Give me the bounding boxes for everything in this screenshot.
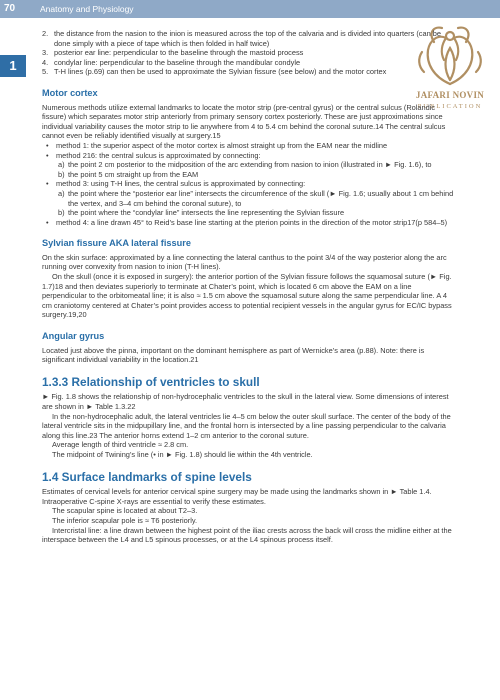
list-item: 4. condylar line: perpendicular to the baseline through the mandibular condyle [42,57,301,67]
list-item: 3. posterior ear line: perpendicular to the baseline through the mastoid process [42,48,304,58]
publisher-name: JAFARI NOVIN [415,90,485,100]
section-heading-motor-cortex: Motor cortex [42,87,98,98]
paragraph: On the skin surface: approximated by a line connecting the lateral canthus to the point 3/4 of the way posterior along the arc running over convexity from nasion to inion (T-H lines). [42,252,447,272]
running-header [0,0,500,18]
sub-item: a) the point where the “posterior ear line” intersects the circumference of the skull (► Fig. 1.6; usually about 1 cm behind the vertex, and 3–4 cm behind the coronal suture), to [58,188,454,208]
method-item: • method 3: using T-H lines, the central sulcus is approximated by connecting: a) the point where the “posterior ear line” intersects the circumference of the skull (► Fig. 1.6; usually about 1 cm behind the vertex, and 3–4 cm behind the coronal suture), to b) the point where the “condylar line” intersects the line representing the Sylvian fissure [46,179,454,218]
paragraph: Average length of third ventricle ≈ 2.8 cm. [52,440,189,450]
paragraph: In the non-hydrocephalic adult, the lateral ventricles lie 4–5 cm below the outer skull surface. The center of the body of the lateral ventricle sits in the midpupillary line, and the frontal horn is intersected by a line passing perpendicular to the calvaria along this line.23 The anterior horns extend 1–2 cm anterior to the coronal suture. [42,411,451,440]
paragraph: Located just above the pinna, important on the dominant hemisphere as part of Wernicke’s area (p.88). Note: there is significant individual variability in the location.21 [42,345,425,365]
method-list [42,141,454,227]
sub-item: b) the point 5 cm straight up from the EAM [58,169,199,179]
paragraph: The scapular spine is located at about T2–3. [52,506,198,516]
method-item: • method 216: the central sulcus is approximated by connecting: a) the point 2 cm posterior to the midposition of the arc extending from nasion to inion (illustrated in ► Fig. 1.6), to b) the point 5 cm straight up from the EAM [42,151,454,180]
paragraph: ► Fig. 1.8 shows the relationship of non-hydrocephalic ventricles to the skull in the lateral view. Some dimensions of interest are shown in ► Table 1.3.22 [42,392,449,411]
paragraph: Intercristal line: a line drawn between the highest point of the iliac crests across the back will cross the midline either at the interspace between the L4 and L5 spinous processes, or at the L4 spinous process itself. [42,525,452,545]
section-heading-spine: 1.4 Surface landmarks of spine levels [42,469,252,484]
paragraph: The midpoint of Twining’s line (• in ► Fig. 1.8) should lie within the 4th ventricle. [52,449,313,459]
paragraph: On the skull (once it is exposed in surgery): the anterior portion of the Sylvian fissure follows the squamosal suture (► Fig. 1.7)18 and then deviates superiorly to terminate at Chater’s point, which is located 6 cm above the EAM on a line perpendicular to the orbitomeatal line; it is also ≈ 1.5 cm above the squamosal suture along the same perpendicular line. A 4 cm craniotomy centered at Chater’s point provides access to potential recipient vessels in the angular gyrus for EC/IC bypass surgery.19,20 [42,272,452,320]
method-item: • method 4: a line drawn 45° to Reid’s base line starting at the pterion points in the direction of the motor strip17(p 584–5) [46,217,448,227]
chapter-tab: 1 [0,55,26,77]
publisher-subtitle: PUBLICATION [417,103,483,110]
list-item: 2. the distance from the nasion to the inion is measured across the top of the calvaria and is divided into quarters (can be done simply with a piece of tape which is then folded in half twice) [42,29,441,48]
landmark-list [42,29,454,77]
list-item: 5. T-H lines (p.69) can then be used to approximate the Sylvian fissure (see below) and the motor cortex [42,67,387,77]
section-heading-sylvian: Sylvian fissure AKA lateral fissure [42,238,191,249]
method-item: • method 1: the superior aspect of the motor cortex is almost straight up from the EAM near the midline [46,140,388,150]
paragraph: Estimates of cervical levels for anterior cervical spine surgery may be made using the landmarks shown in ► Table 1.4. Intraoperative C-spine X-rays are essential to verify these estimates. [42,487,432,506]
page-body [42,29,454,545]
paragraph: The inferior scapular pole is ≈ T6 posteriorly. [52,515,198,525]
sub-item: a) the point 2 cm posterior to the midposition of the arc extending from nasion to inion (illustrated in ► Fig. 1.6), to [58,160,432,170]
section-heading-ventricles: 1.3.3 Relationship of ventricles to skull [42,374,260,389]
running-title: Anatomy and Physiology [40,4,134,14]
section-heading-angular: Angular gyrus [42,331,105,342]
sub-item: b) the point where the “condylar line” intersects the line representing the Sylvian fissure [58,208,345,218]
paragraph: Numerous methods utilize external landmarks to locate the motor strip (pre-central gyrus) or the central sulcus (Rolandic fissure) which separates motor strip anteriorly from primary sensory cortex posteriorly. These are just approximations since individual variability causes the motor strip to lie anywhere from 4 to 5.4 cm behind the coronal suture.14 The central sulcus cannot even be reliably identified visually at surgery.15 [42,102,446,141]
page-number: 70 [4,3,16,14]
